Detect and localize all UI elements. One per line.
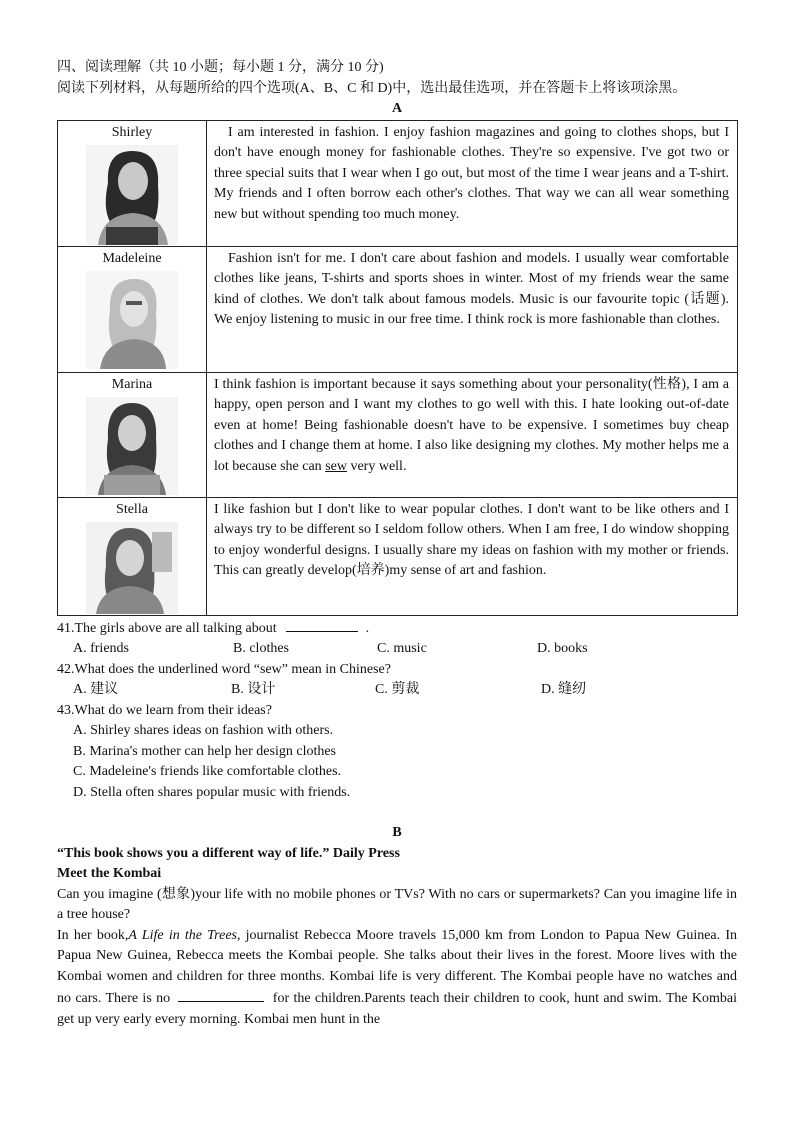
option-b: B. Marina's mother can help her design clothes [73, 743, 337, 759]
passage-text [207, 120, 738, 246]
para2-part-b: for the children.Parents teach their children to cook, hunt and swim. The Kombai get up very early every morning. Kombai men hunt in the [57, 991, 738, 1027]
person-cell [58, 497, 207, 615]
question-42-stem: 42.What does the underlined word “sew” mean in Chinese? [57, 661, 391, 677]
marina-text-before: I think fashion is important because it says something about your personality(性格), I am a happy, open person and I want my clothes to go well with this. I hate looking out-of-date even at home! Being fashionable doesn't have to be expensive. I sometimes buy cheap clothes and I change them at home. I also like designing my clothes. My mother helps me a lot because she can [214, 376, 729, 474]
question-42-options [57, 680, 737, 701]
option-a: A. Shirley shares ideas on fashion with others. [73, 723, 334, 738]
stella-text: I like fashion but I don't like to wear popular clothes. I don't want to be like others and I always try to be different so I seldom follow others. When I am free, I do window shopping to enjoy wonderful designs. I usually share my ideas on fashion with my mother or friends. This can greatly develop(培养)my sense of art and fashion. [214, 501, 729, 578]
option-b: B. 设计 [231, 682, 276, 697]
portrait-photo-shirley [86, 145, 178, 245]
table-row [58, 372, 738, 497]
question-43-stem: 43.What do we learn from their ideas? [57, 702, 272, 718]
book-quote: “This book shows you a different way of life.” Daily Press [57, 845, 400, 861]
person-name: Shirley [111, 124, 153, 140]
option-a: A. friends [73, 641, 129, 656]
portrait-photo-marina [86, 397, 178, 495]
person-cell [58, 120, 207, 246]
passage-text [207, 497, 738, 615]
madeleine-text: Fashion isn't for me. I don't care about fashion and models. I usually wear comfortable clothes like jeans, T-shirts and sports shoes in winter. Most of my friends wear the same kind of clothes. We don't talk about famous models. Music is our favourite topic (话题). We enjoy listening to music in our free time. I think rock is more fashionable than clothes. [214, 250, 729, 327]
question-41-options [57, 639, 737, 660]
option-c: C. Madeleine's friends like comfortable clothes. [73, 764, 342, 779]
passage-b-label: B [392, 825, 402, 840]
option-d: D. Stella often shares popular music with friends. [73, 784, 351, 800]
option-d: D. 缝纫 [541, 682, 587, 697]
passage-a-label: A [391, 101, 403, 116]
person-cell [58, 372, 207, 497]
para2-part-a: , journalist Rebecca Moore travels 15,000 km from London to Papua New Guinea. In Papua New Guinea, Rebecca meets the Kombai people. She talks about their lives in the forest. Moore lives with the Kombai women and children for three months. Kombai life is very different. The Kombai people have no watches and no cars. There is no [57, 927, 737, 1006]
exam-page [57, 58, 737, 1030]
section-heading: 四、阅读理解（共 10 小题；每小题 1 分，满分 10 分) [57, 60, 384, 75]
passage-b-paragraph-1: Can you imagine (想象)your life with no mobile phones or TVs? With no cars or supermarkets? Can you imagine life in a tree house? [57, 886, 737, 922]
passage-a-table [57, 120, 738, 616]
portrait-photo-madeleine [86, 271, 178, 369]
option-c: C. 剪裁 [375, 682, 420, 697]
person-name: Madeleine [102, 250, 162, 266]
person-cell [58, 246, 207, 372]
shirley-text: I am interested in fashion. I enjoy fashion magazines and going to clothes shops, but I don't have enough money for fashionable clothes. They're so expensive. I've got two or three special suits that I wear when I go out, but most of the time I wear jeans and a T-shirt. My friends and I often borrow each other's clothes. That way we can all wear something new but without spending too much money. [214, 124, 729, 222]
marina-text-after: very well. [346, 458, 407, 474]
passage-text [207, 246, 738, 372]
table-row [58, 497, 738, 615]
passage-text [207, 372, 738, 497]
option-a: A. 建议 [73, 682, 119, 697]
question-41 [57, 617, 737, 640]
passage-b-paragraph-2 [57, 926, 737, 1031]
question-41-end: . [365, 620, 370, 636]
marina-text [214, 375, 729, 478]
option-d: D. books [537, 641, 588, 656]
underlined-word-sew: sew [325, 458, 347, 474]
question-41-stem: 41.The girls above are all talking about [57, 620, 277, 636]
passage-b-heading: Meet the Kombai [57, 866, 162, 881]
option-b: B. clothes [233, 641, 289, 656]
para2-intro: In her book, [57, 927, 129, 943]
person-name: Marina [111, 376, 153, 392]
answer-blank [178, 987, 264, 1002]
instructions: 阅读下列材料，从每题所给的四个选项(A、B、C 和 D)中，选出最佳选项，并在答题卡上将该项涂黑。 [57, 80, 687, 96]
person-name: Stella [116, 501, 148, 517]
portrait-photo-stella [86, 522, 178, 614]
book-title: A Life in the Trees [128, 927, 237, 943]
table-row [58, 120, 738, 246]
table-row [58, 246, 738, 372]
answer-blank [286, 617, 358, 632]
option-c: C. music [377, 641, 427, 656]
